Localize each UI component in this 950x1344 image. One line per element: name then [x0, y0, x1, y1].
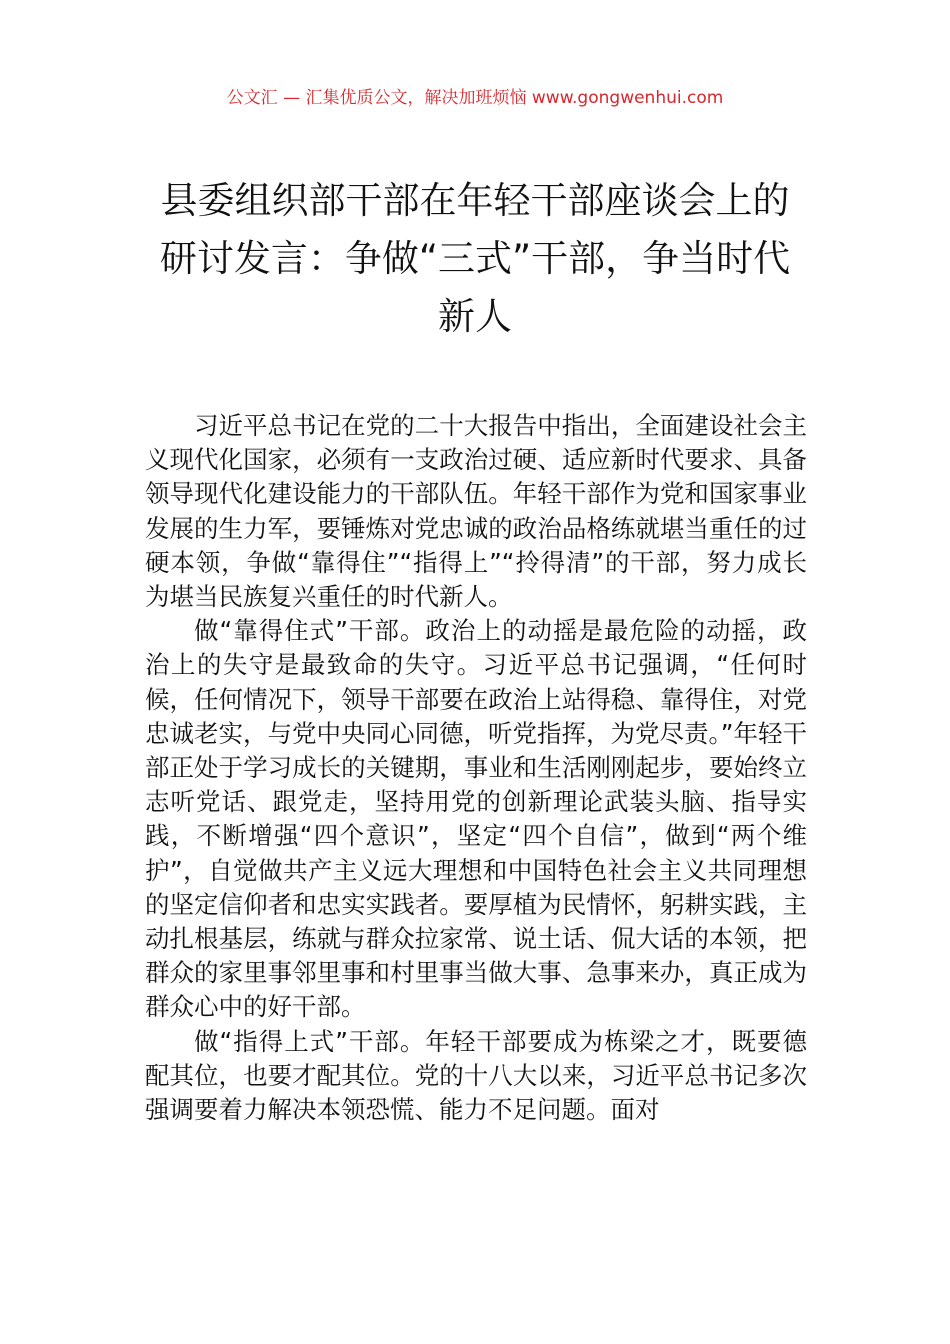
paragraph-reliable-cadre: 做“靠得住式”干部。政治上的动摇是最危险的动摇，政治上的失守是最致命的失守。习近平总书记强调，“任何时候，任何情况下，领导干部要在政治上站得稳、靠得住，对党忠诚老实，与党中央同心同德，听党指挥，为党尽责。”年轻干部正处于学习成长的关键期，事业和生活刚刚起步，要始终立志听党话、跟党走，坚持用党的创新理论武装头脑、指导实践，不断增强“四个意识”，坚定“四个自信”，做到“两个维护”，自觉做共产主义远大理想和中国特色社会主义共同理想的坚定信仰者和忠实实践者。要厚植为民情怀，躬耕实践，主动扎根基层，练就与群众拉家常、说土话、侃大话的本领，把群众的家里事邻里事和村里事当做大事、急事来办，真正成为群众心中的好干部。	[145, 616, 807, 1022]
paragraph-dependable-cadre: 做“指得上式”干部。年轻干部要成为栋梁之才，既要德配其位，也要才配其位。党的十八大以来，习近平总书记多次强调要着力解决本领恐慌、能力不足问题。面对	[145, 1026, 807, 1125]
document-title: 县委组织部干部在年轻干部座谈会上的研讨发言：争做“三式”干部，争当时代新人	[159, 179, 791, 338]
document-body	[145, 409, 807, 1127]
header-banner: 公文汇 — 汇集优质公文，解决加班烦恼 www.gongwenhui.com	[226, 88, 724, 108]
paragraph-intro: 习近平总书记在党的二十大报告中指出，全面建设社会主义现代化国家，必须有一支政治过硬、适应新时代要求、具备领导现代化建设能力的干部队伍。年轻干部作为党和国家事业发展的生力军，要锤炼对党忠诚的政治品格练就堪当重任的过硬本领，争做“靠得住”“指得上”“拎得清”的干部，努力成长为堪当民族复兴重任的时代新人。	[145, 411, 807, 612]
